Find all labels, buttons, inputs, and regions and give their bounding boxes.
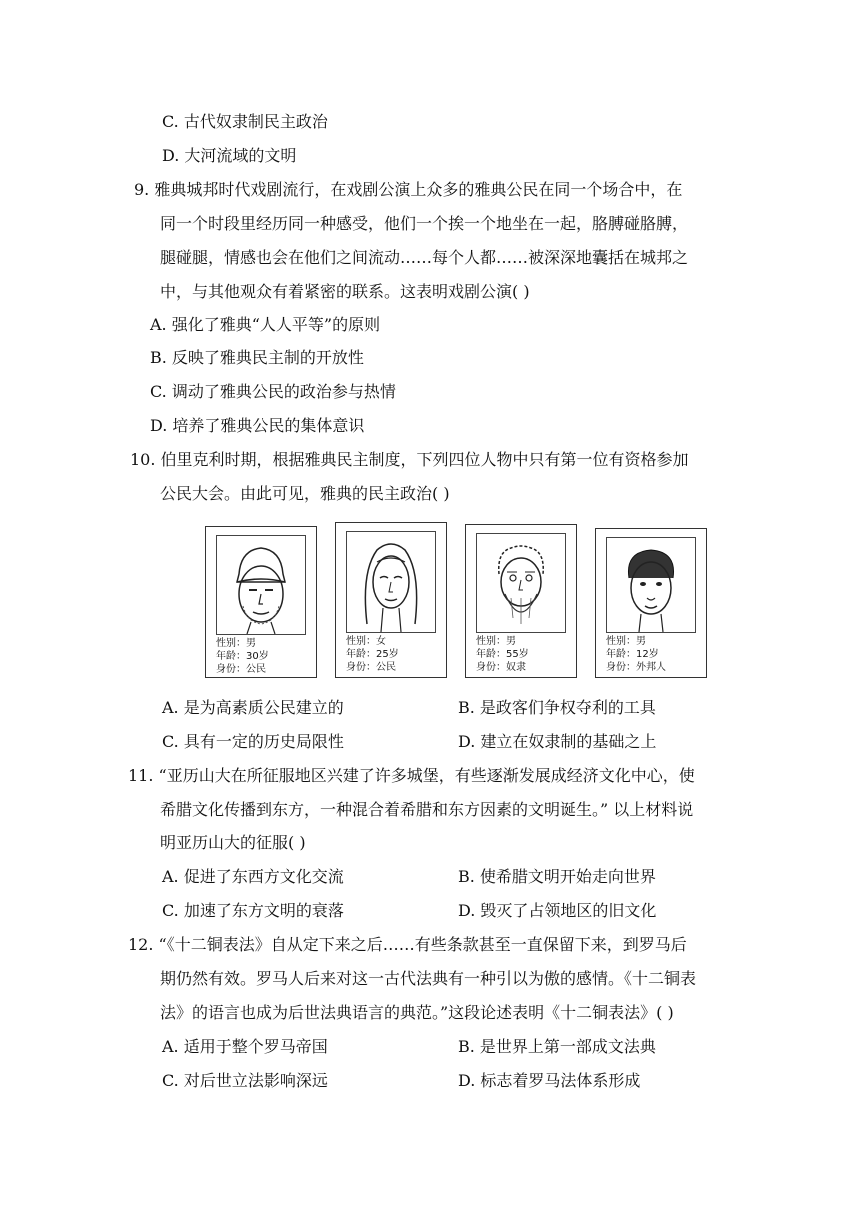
q12-stem-line-2: 期仍然有效。罗马人后来对这一古代法典有一种引以为傲的感情。《十二铜表 xyxy=(160,969,697,988)
q10-stem-line-1: 10. 伯里克利时期，根据雅典民主制度，下列四位人物中只有第一位有资格参加 xyxy=(130,450,689,469)
card-age: 年龄：25岁 xyxy=(346,649,399,660)
q9-stem-line-1: 9. 雅典城邦时代戏剧流行，在戏剧公演上众多的雅典公民在同一个场合中，在 xyxy=(134,180,683,199)
q9-option-b: B. 反映了雅典民主制的开放性 xyxy=(150,348,364,367)
q11-option-b: B. 使希腊文明开始走向世界 xyxy=(458,867,656,886)
q9-option-c: C. 调动了雅典公民的政治参与热情 xyxy=(150,382,396,401)
q11-stem-line-3: 明亚历山大的征服( ) xyxy=(160,833,306,852)
q9-stem-line-3: 腿碰腿，情感也会在他们之间流动……每个人都……被深深地囊括在城邦之 xyxy=(160,248,689,267)
card-identity: 身份：奴隶 xyxy=(476,662,526,673)
q12-option-c: C. 对后世立法影响深远 xyxy=(162,1071,328,1090)
card-identity: 身份：外邦人 xyxy=(606,662,666,673)
portrait-card-foreign-boy xyxy=(595,528,707,678)
card-identity: 身份：公民 xyxy=(216,664,266,675)
q12-option-d: D. 标志着罗马法体系形成 xyxy=(458,1071,641,1090)
card-gender: 性别：男 xyxy=(476,636,516,647)
q12-option-b: B. 是世界上第一部成文法典 xyxy=(458,1037,656,1056)
portrait-card-slave-old-man xyxy=(465,524,577,678)
q10-option-b: B. 是政客们争权夺利的工具 xyxy=(458,698,656,717)
old-man-portrait xyxy=(476,533,566,633)
q10-option-a: A. 是为高素质公民建立的 xyxy=(162,698,344,717)
portrait-card-info xyxy=(346,635,399,674)
card-gender: 性别：女 xyxy=(346,636,386,647)
q11-option-a: A. 促进了东西方文化交流 xyxy=(162,867,344,886)
portrait-card-citizen-man xyxy=(205,526,317,678)
q10-option-c: C. 具有一定的历史局限性 xyxy=(162,732,344,751)
q9-stem-line-2: 同一个时段里经历同一种感受，他们一个挨一个地坐在一起，胳膊碰胳膊， xyxy=(160,214,689,233)
q11-stem-line-1: 11. “亚历山大在所征服地区兴建了许多城堡，有些逐渐发展成经济文化中心，使 xyxy=(128,766,695,785)
q10-option-d: D. 建立在奴隶制的基础之上 xyxy=(458,732,657,751)
q9-stem-line-4: 中，与其他观众有着紧密的联系。这表明戏剧公演( ) xyxy=(160,282,530,301)
q12-stem-line-1: 12. “《十二铜表法》自从定下来之后……有些条款甚至一直保留下来，到罗马后 xyxy=(128,935,687,954)
card-gender: 性别：男 xyxy=(216,638,256,649)
card-age: 年龄：30岁 xyxy=(216,651,269,662)
portrait-cards xyxy=(0,522,860,682)
portrait-card-info xyxy=(216,637,269,676)
woman-portrait xyxy=(346,531,436,633)
card-age: 年龄：12岁 xyxy=(606,649,659,660)
portrait-card-info xyxy=(476,635,529,674)
q10-stem-line-2: 公民大会。由此可见，雅典的民主政治( ) xyxy=(160,484,450,503)
card-identity: 身份：公民 xyxy=(346,662,396,673)
card-gender: 性别：男 xyxy=(606,636,646,647)
man-with-cap-portrait xyxy=(216,535,306,635)
prev-option-c: C. 古代奴隶制民主政治 xyxy=(162,112,328,131)
q12-option-a: A. 适用于整个罗马帝国 xyxy=(162,1037,328,1056)
q9-option-a: A. 强化了雅典“人人平等”的原则 xyxy=(150,315,381,334)
card-age: 年龄：55岁 xyxy=(476,649,529,660)
q9-option-d: D. 培养了雅典公民的集体意识 xyxy=(150,416,365,435)
q11-option-c: C. 加速了东方文明的衰落 xyxy=(162,901,344,920)
portrait-card-citizen-woman xyxy=(335,522,447,678)
q11-stem-line-2: 希腊文化传播到东方，一种混合着希腊和东方因素的文明诞生。” 以上材料说 xyxy=(160,800,694,819)
q11-option-d: D. 毁灭了占领地区的旧文化 xyxy=(458,901,657,920)
boy-portrait xyxy=(606,537,696,633)
q12-stem-line-3: 法》的语言也成为后世法典语言的典范。”这段论述表明《十二铜表法》( ) xyxy=(160,1003,674,1022)
prev-option-d: D. 大河流域的文明 xyxy=(162,146,297,165)
portrait-card-info xyxy=(606,635,666,674)
